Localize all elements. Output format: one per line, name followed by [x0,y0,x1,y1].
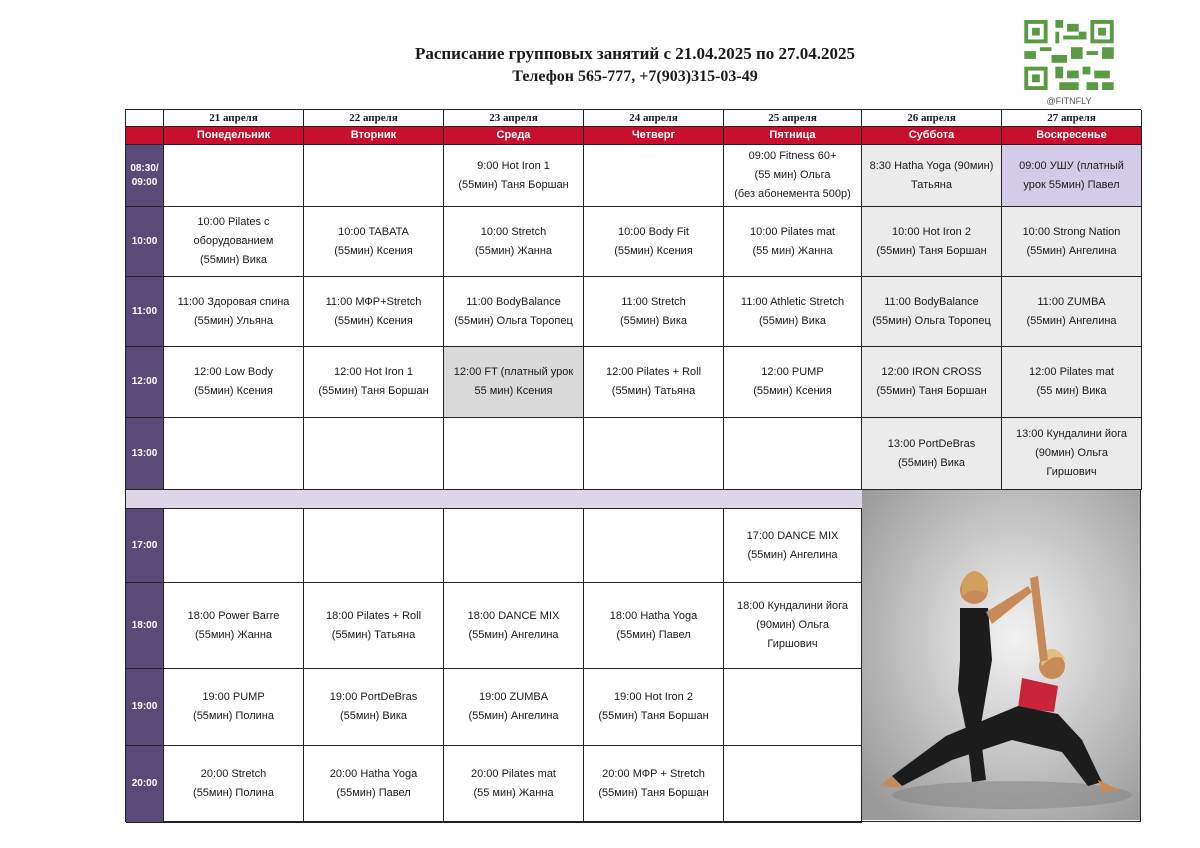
cell-text: 20:00 [131,778,158,789]
cell-text: Среда [496,129,531,141]
cell-text: 10:00 Stretch (55мин) Жанна [474,225,553,257]
cell-text: Пятница [769,129,816,141]
cell-text: Четверг [631,129,676,141]
cell-text: 12:00 [131,376,158,387]
class-slot[interactable] [1002,207,1142,277]
yoga-photo [862,490,1140,820]
class-slot[interactable] [724,347,862,418]
cell-text: 25 апреля [768,111,817,124]
class-slot[interactable] [1002,347,1142,418]
class-slot[interactable] [164,669,304,746]
time-slot [126,347,164,418]
cell-text: 18:00 Кундалини йога (90мин) Ольга Гиршович [736,600,849,650]
cell-text: 17:00 [131,539,158,551]
cell-text: Вторник [350,129,397,141]
cell-text: 10:00 Pilates mat (55 мин) Жанна [750,225,835,257]
class-slot[interactable] [862,145,1002,207]
empty-slot [724,746,862,823]
instagram-handle: @FITNFLY [1046,96,1092,106]
cell-text: 09:00 Fitness 60+ (55 мин) Ольга (без абонемента 500р) [734,150,851,200]
class-slot[interactable] [584,277,724,347]
class-slot[interactable] [584,746,724,823]
empty-slot [164,509,304,583]
class-slot[interactable] [164,347,304,418]
day-date [1002,110,1142,127]
cell-text: 10:00 Pilates с оборудованием (55мин) Вика [193,216,274,266]
cell-text: 21 апреля [209,111,258,124]
cell-text: 13:00 Кундалини йога (90мин) Ольга Гиршович [1015,428,1128,478]
cell-text: Воскресенье [1036,129,1107,141]
class-slot[interactable] [444,583,584,669]
class-slot[interactable] [164,583,304,669]
class-slot[interactable] [304,277,444,347]
time-slot [126,509,164,583]
cell-text: 12:00 Hot Iron 1 (55мин) Таня Боршан [318,366,429,397]
empty-slot [164,418,304,490]
cell-text: 20:00 Hatha Yoga (55мин) Павел [329,768,418,799]
class-slot[interactable] [862,207,1002,277]
cell-text: 18:00 Power Barre (55мин) Жанна [187,609,280,641]
class-slot[interactable] [1002,145,1142,207]
cell-text: 9:00 Hot Iron 1 (55мин) Таня Боршан [458,159,569,191]
day-weekday [862,127,1002,145]
class-slot[interactable] [862,347,1002,418]
cell-text: 19:00 PortDeBras (55мин) Вика [329,691,418,722]
cell-text: 12:00 Pilates mat (55 мин) Вика [1029,366,1114,397]
cell-text: 10:00 [131,235,158,247]
cell-text: 19:00 [131,701,158,712]
day-date [444,110,584,127]
cell-text: 22 апреля [349,111,398,124]
class-slot[interactable] [584,347,724,418]
cell-text: 11:00 Здоровая спина (55мин) Ульяна [177,295,290,327]
class-slot[interactable] [862,277,1002,347]
day-weekday [444,127,584,145]
class-slot[interactable] [584,669,724,746]
class-slot[interactable] [862,418,1002,490]
time-slot [126,418,164,490]
day-weekday [584,127,724,145]
class-slot[interactable] [304,746,444,823]
class-slot[interactable] [444,145,584,207]
cell-text: 11:00 Athletic Stretch (55мин) Вика [740,295,845,327]
cell-text: 13:00 [131,447,158,459]
class-slot[interactable] [1002,418,1142,490]
empty-slot [724,418,862,490]
cell-text: 11:00 ZUMBA (55мин) Ангелина [1026,295,1117,327]
class-slot[interactable] [164,277,304,347]
cell-text: 26 апреля [907,111,956,124]
class-slot[interactable] [164,746,304,823]
cell-text: 23 апреля [489,111,538,124]
cell-text: 19:00 PUMP (55мин) Полина [193,691,274,722]
cell-text: 18:00 [131,619,158,631]
cell-text: 10:00 TABATA (55мин) Ксения [334,225,413,257]
cell-text: 18:00 Pilates + Roll (55мин) Татьяна [325,609,422,641]
empty-slot [584,418,724,490]
cell-text: 11:00 BodyBalance (55мин) Ольга Торопец [454,295,573,327]
cell-text: Понедельник [196,129,271,141]
class-slot[interactable] [444,347,584,418]
empty-slot [444,509,584,583]
time-slot [126,207,164,277]
break-band [126,490,862,509]
schedule-table [125,109,1141,822]
time-slot [126,669,164,746]
class-slot[interactable] [724,509,862,583]
cell-text: 24 апреля [629,111,678,124]
corner-weekday [126,127,164,145]
cell-text: 10:00 Strong Nation (55мин) Ангелина [1022,225,1121,257]
day-date [304,110,444,127]
class-slot[interactable] [724,277,862,347]
cell-text: 27 апреля [1047,111,1096,124]
schedule-header [300,42,970,88]
cell-text: 18:00 Hatha Yoga (55мин) Павел [609,609,698,641]
class-slot[interactable] [304,669,444,746]
cell-text: 11:00 Stretch (55мин) Вика [619,295,688,327]
cell-text: 20:00 Pilates mat (55 мин) Жанна [471,768,556,799]
cell-text: 19:00 Hot Iron 2 (55мин) Таня Боршан [598,691,709,722]
cell-text: 20:00 МФР + Stretch (55мин) Таня Боршан [598,768,709,799]
contact-phone: Телефон 565-777, +7(903)315-03-49 [512,68,758,85]
cell-text: 11:00 BodyBalance (55мин) Ольга Торопец [872,295,991,327]
time-slot [126,145,164,207]
empty-slot [304,418,444,490]
cell-text: 13:00 PortDeBras (55мин) Вика [887,437,976,469]
corner-cell [126,110,164,127]
class-slot[interactable] [164,207,304,277]
cell-text: 12:00 IRON CROSS (55мин) Таня Боршан [876,366,987,397]
class-slot[interactable] [304,207,444,277]
class-slot[interactable] [724,145,862,207]
cell-text: 19:00 ZUMBA (55мин) Ангелина [468,691,559,722]
class-slot[interactable] [444,669,584,746]
class-slot[interactable] [724,583,862,669]
time-slot [126,583,164,669]
day-weekday [164,127,304,145]
class-slot[interactable] [304,347,444,418]
empty-slot [584,509,724,583]
cell-text: 17:00 DANCE MIX (55мин) Ангелина [746,529,839,561]
empty-slot [584,145,724,207]
empty-slot [164,145,304,207]
cell-text: 8:30 Hatha Yoga (90мин) Татьяна [869,159,994,191]
cell-text: 18:00 DANCE MIX (55мин) Ангелина [467,609,560,641]
class-slot[interactable] [444,746,584,823]
empty-slot [724,669,862,746]
cell-text: 10:00 Hot Iron 2 (55мин) Таня Боршан [876,225,987,257]
cell-text: 20:00 Stretch (55мин) Полина [193,768,274,799]
class-slot[interactable] [304,583,444,669]
cell-text: 12:00 Low Body (55мин) Ксения [194,366,273,397]
day-date [862,110,1002,127]
cell-text: 11:00 [131,305,158,317]
time-slot [126,746,164,823]
day-date [724,110,862,127]
cell-text: Суббота [908,129,955,141]
time-slot [126,277,164,347]
day-weekday [724,127,862,145]
class-slot[interactable] [1002,277,1142,347]
class-slot[interactable] [584,583,724,669]
cell-text: 10:00 Body Fit (55мин) Ксения [614,225,693,257]
empty-slot [304,145,444,207]
class-slot[interactable] [724,207,862,277]
day-date [164,110,304,127]
class-slot[interactable] [584,207,724,277]
day-weekday [304,127,444,145]
cell-text: 08:30/ 09:00 [130,162,159,188]
class-slot[interactable] [444,207,584,277]
class-slot[interactable] [444,277,584,347]
empty-slot [444,418,584,490]
cell-text: 12:00 FT (платный урок 55 мин) Ксения [453,366,574,397]
cell-text: 11:00 МФР+Stretch (55мин) Ксения [325,295,422,327]
cell-text: 12:00 Pilates + Roll (55мин) Татьяна [605,366,702,397]
cell-text: 09:00 УШУ (платный урок 55мин) Павел [1019,159,1124,191]
day-date [584,110,724,127]
cell-text: 12:00 PUMP (55мин) Ксения [753,366,832,397]
qr-code[interactable] [1023,20,1115,90]
day-weekday [1002,127,1142,145]
schedule-title: Расписание групповых занятий с 21.04.2025 по 27.04.2025 [414,44,856,63]
empty-slot [304,509,444,583]
